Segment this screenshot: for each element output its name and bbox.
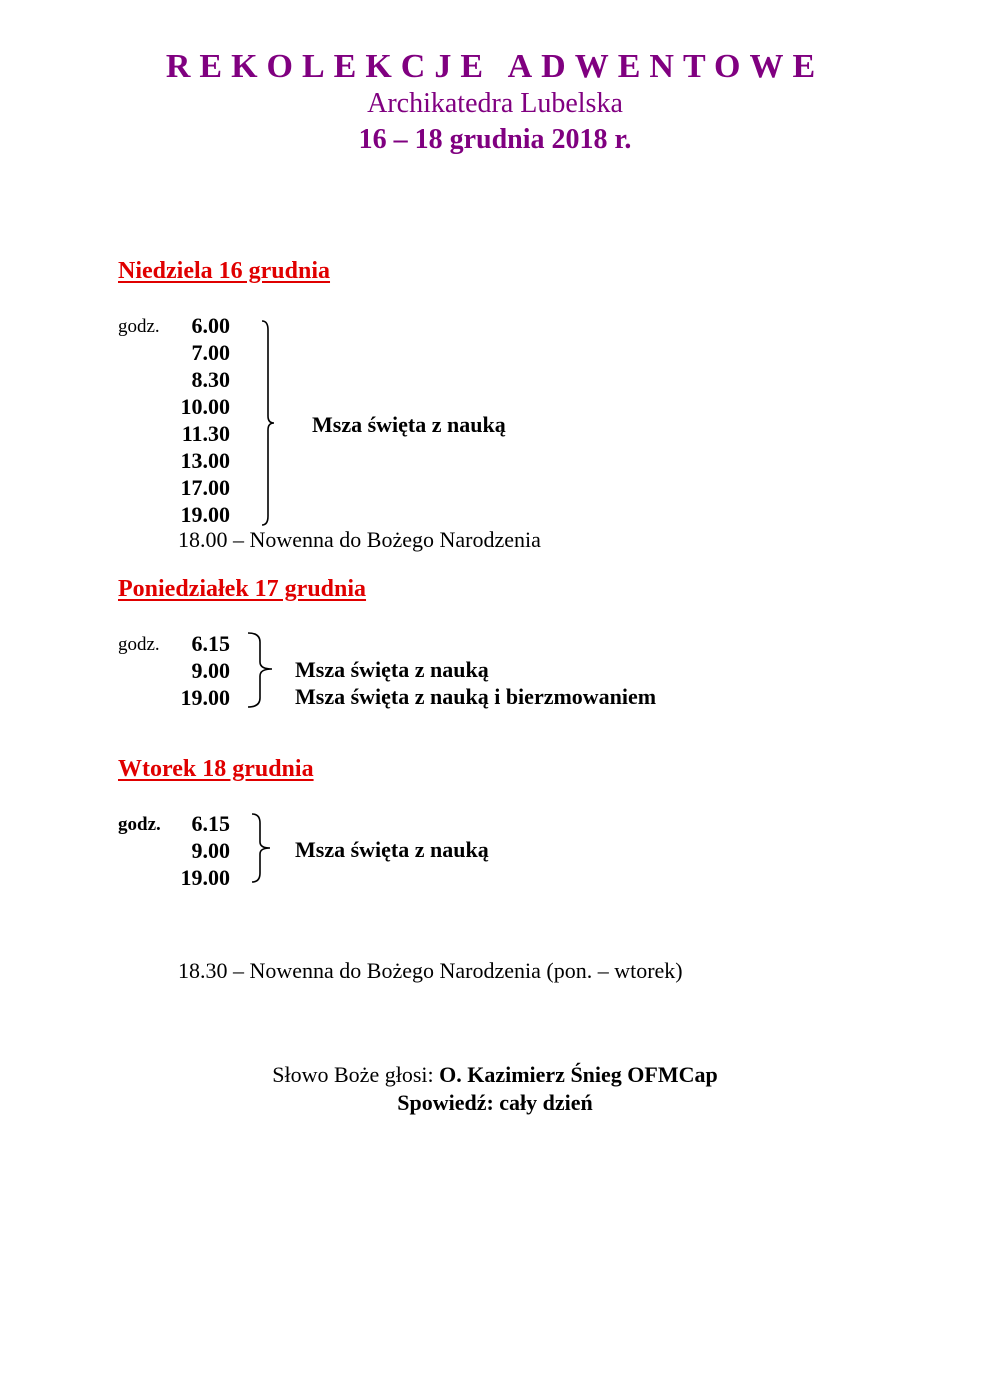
time-item: 11.30 (181, 421, 230, 446)
curly-brace-icon (248, 811, 276, 885)
church-name: Archikatedra Lubelska (367, 88, 623, 119)
time-item: 19.00 (180, 685, 230, 710)
hour-prefix-sunday: godz. (118, 316, 160, 337)
curly-brace-icon (244, 630, 278, 710)
time-item: 6.15 (191, 811, 230, 836)
time-item: 9.00 (191, 658, 230, 683)
time-item: 19.00 (180, 865, 230, 890)
preacher-line (0, 1062, 990, 1088)
curly-brace-icon (258, 318, 278, 528)
confession-info: Spowiedź: cały dzień (397, 1090, 593, 1115)
time-item: 10.00 (180, 394, 230, 419)
preacher-label: Słowo Boże głosi: (272, 1062, 440, 1087)
novena-note-sunday: 18.00 – Nowenna do Bożego Narodzenia (178, 527, 541, 552)
mass-description-tuesday: Msza święta z nauką (295, 837, 489, 862)
mass-description-sunday: Msza święta z nauką (312, 412, 506, 437)
hour-prefix-monday: godz. (118, 634, 160, 655)
day-heading-sunday: Niedziela 16 grudnia (118, 258, 331, 284)
mass-confirmation-description: Msza święta z nauką i bierzmowaniem (295, 684, 657, 709)
novena-note: 18.30 – Nowenna do Bożego Narodzenia (pon. – wtorek) (178, 958, 683, 983)
time-item: 13.00 (180, 448, 230, 473)
day-heading-tuesday: Wtorek 18 grudnia (118, 756, 314, 782)
time-item: 17.00 (180, 475, 230, 500)
retreat-dates: 16 – 18 grudnia 2018 r. (358, 124, 632, 155)
mass-description-monday: Msza święta z nauką (295, 657, 489, 682)
hour-prefix-tuesday: godz. (118, 814, 161, 835)
time-item: 19.00 (180, 502, 230, 527)
time-item: 8.30 (191, 367, 230, 392)
preacher-name: O. Kazimierz Śnieg OFMCap (439, 1062, 718, 1087)
time-item: 6.15 (191, 631, 230, 656)
time-item: 7.00 (191, 340, 230, 365)
time-item: 6.00 (191, 313, 230, 338)
page-title: REKOLEKCJE ADWENTOWE (165, 48, 825, 85)
day-heading-monday: Poniedziałek 17 grudnia (118, 576, 367, 602)
time-item: 9.00 (191, 838, 230, 863)
